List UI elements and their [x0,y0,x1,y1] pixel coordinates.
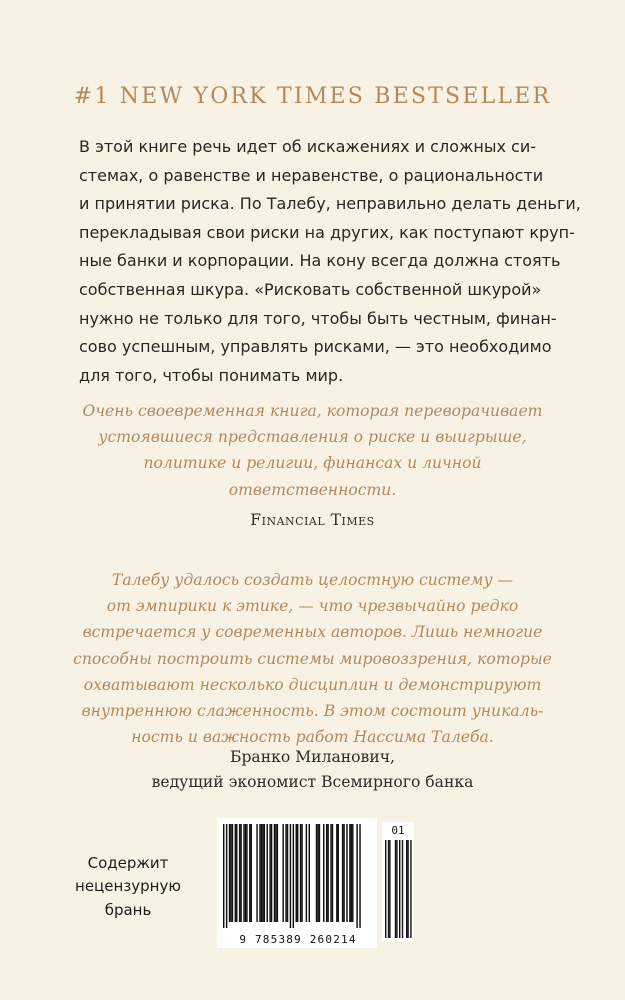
barcode-bar [343,824,344,922]
barcode-digits: 9 785389 260214 [239,933,357,946]
barcode-bar [338,824,339,922]
quote-line: от эмпирики к этике, — что чрезвычайно редко [106,597,519,616]
barcode-bar [232,824,233,922]
barcode-bar [236,824,237,922]
content-warning [66,852,190,922]
quote-source-title: ведущий экономист Всемирного банка [151,773,474,791]
description-line: и принятии риска. По Талебу, неправильно делать деньги, [79,194,581,214]
barcode-bar [264,824,265,922]
quote-line: внутреннюю слаженность. В этом состоит уникаль- [81,702,544,721]
barcode-bar [245,824,246,922]
barcode-bar [259,824,260,922]
barcode-bar [274,824,275,922]
barcode-bar [290,824,291,928]
barcode-addon [382,822,414,942]
quote-line: политике и религии, финансах и личной [143,454,482,473]
barcode-bar [319,824,320,922]
quote-source-milanovic [40,745,585,795]
barcode-bar [317,824,318,922]
barcode-bar [267,824,268,922]
barcode-bar [300,824,301,922]
barcode-addon-bar [385,840,386,938]
barcode-bar [309,824,310,922]
barcode-bar [351,824,352,922]
quote-line: способны построить системы мировоззрения, которые [73,649,552,668]
barcode-bar [359,824,360,928]
barcode-bar [229,824,230,922]
barcode-bar [352,824,353,922]
barcode-bar [269,824,270,922]
barcode-addon-digits: 01 [391,824,405,837]
isbn-barcode [217,818,377,948]
description-line: сово успешным, управлять рисками, — это необходимо [79,337,552,357]
barcode-bar [226,824,227,928]
barcode-bar [316,824,317,922]
description-line: перекладывая свои риски на других, как поступают круп- [79,222,575,242]
warning-line: нецензурную [75,877,181,896]
barcode-bar [296,824,297,922]
barcode-bars [217,818,377,930]
barcode-addon-bar [410,840,411,938]
barcode-bar [306,824,307,922]
barcode-bar [277,824,278,922]
barcode-addon-bars [382,822,414,942]
barcode-bar [332,824,333,922]
barcode-bar [301,824,302,922]
review-quote-milanovic [40,567,585,750]
description-line: для того, чтобы понимать мир. [79,365,344,385]
barcode-bar [246,824,247,922]
barcode-bar [349,824,350,922]
bestseller-headline: #1 NEW YORK TIMES BESTSELLER [73,84,552,109]
barcode-bar [251,824,252,922]
book-description [79,133,581,390]
quote-line: ность и важность работ Нассима Талеба. [131,728,494,747]
description-line: ные банки и корпорации. На кону всегда должна стоять [79,251,561,271]
barcode-bar [271,824,272,922]
quote-line: охватывают несколько дисциплин и демонстрируют [83,675,542,694]
quote-line: Очень своевременная книга, которая переворачивает [82,402,543,420]
barcode-bar [323,824,324,922]
review-quote-financial-times [40,398,585,503]
barcode-bar [223,824,224,928]
barcode-addon-bar [389,840,390,938]
barcode-bar [285,824,286,922]
barcode-bar [346,824,347,922]
barcode-addon-bar [402,840,403,938]
barcode-bar [275,824,276,922]
barcode-bar [287,824,288,922]
barcode-bar [336,824,337,922]
quote-source-financial-times [40,508,585,533]
barcode-bar [356,824,357,928]
barcode-addon-bar [396,840,397,938]
barcode-bar [235,824,236,922]
description-line: В этой книге речь идет об искажениях и сложных си- [79,137,537,156]
warning-line: брань [104,900,152,919]
barcode-bar [326,824,327,922]
barcode-bar [240,824,241,922]
quote-line: устоявшиеся представления о риске и выигрыше, [98,428,527,447]
quote-line: ответственности. [228,480,397,499]
barcode-bar [330,824,331,922]
quote-source: Financial Times [250,511,375,529]
barcode-addon-bar [395,840,396,938]
barcode-bar [239,824,240,922]
barcode-bar [282,824,283,922]
quote-line: Талебу удалось создать целостную систему — [111,571,514,589]
barcode-bar [297,824,298,922]
barcode-bar [262,824,263,922]
barcode-bar [261,824,262,922]
barcode-addon-bar [388,840,389,938]
barcode-bar [293,824,294,928]
barcode-addon-bar [406,840,407,938]
barcode-addon-bar [407,840,408,938]
quote-line: встречается у современных авторов. Лишь немногие [82,623,543,642]
barcode-bar [230,824,231,922]
barcode-bar [342,824,343,922]
description-line: нужно не только для того, чтобы быть честным, финан- [79,308,557,328]
quote-source-name: Бранко Миланович, [229,748,395,766]
description-line: стемах, о равенстве и неравенстве, о рациональности [79,165,544,185]
barcode-bar [243,824,244,922]
barcode-bar [249,824,250,922]
barcode-bar [256,824,257,922]
warning-line: Содержит [87,854,169,872]
barcode-bar [327,824,328,922]
barcode-addon-bar [399,840,400,938]
description-line: собственная шкура. «Рисковать собственной шкурой» [79,279,542,299]
